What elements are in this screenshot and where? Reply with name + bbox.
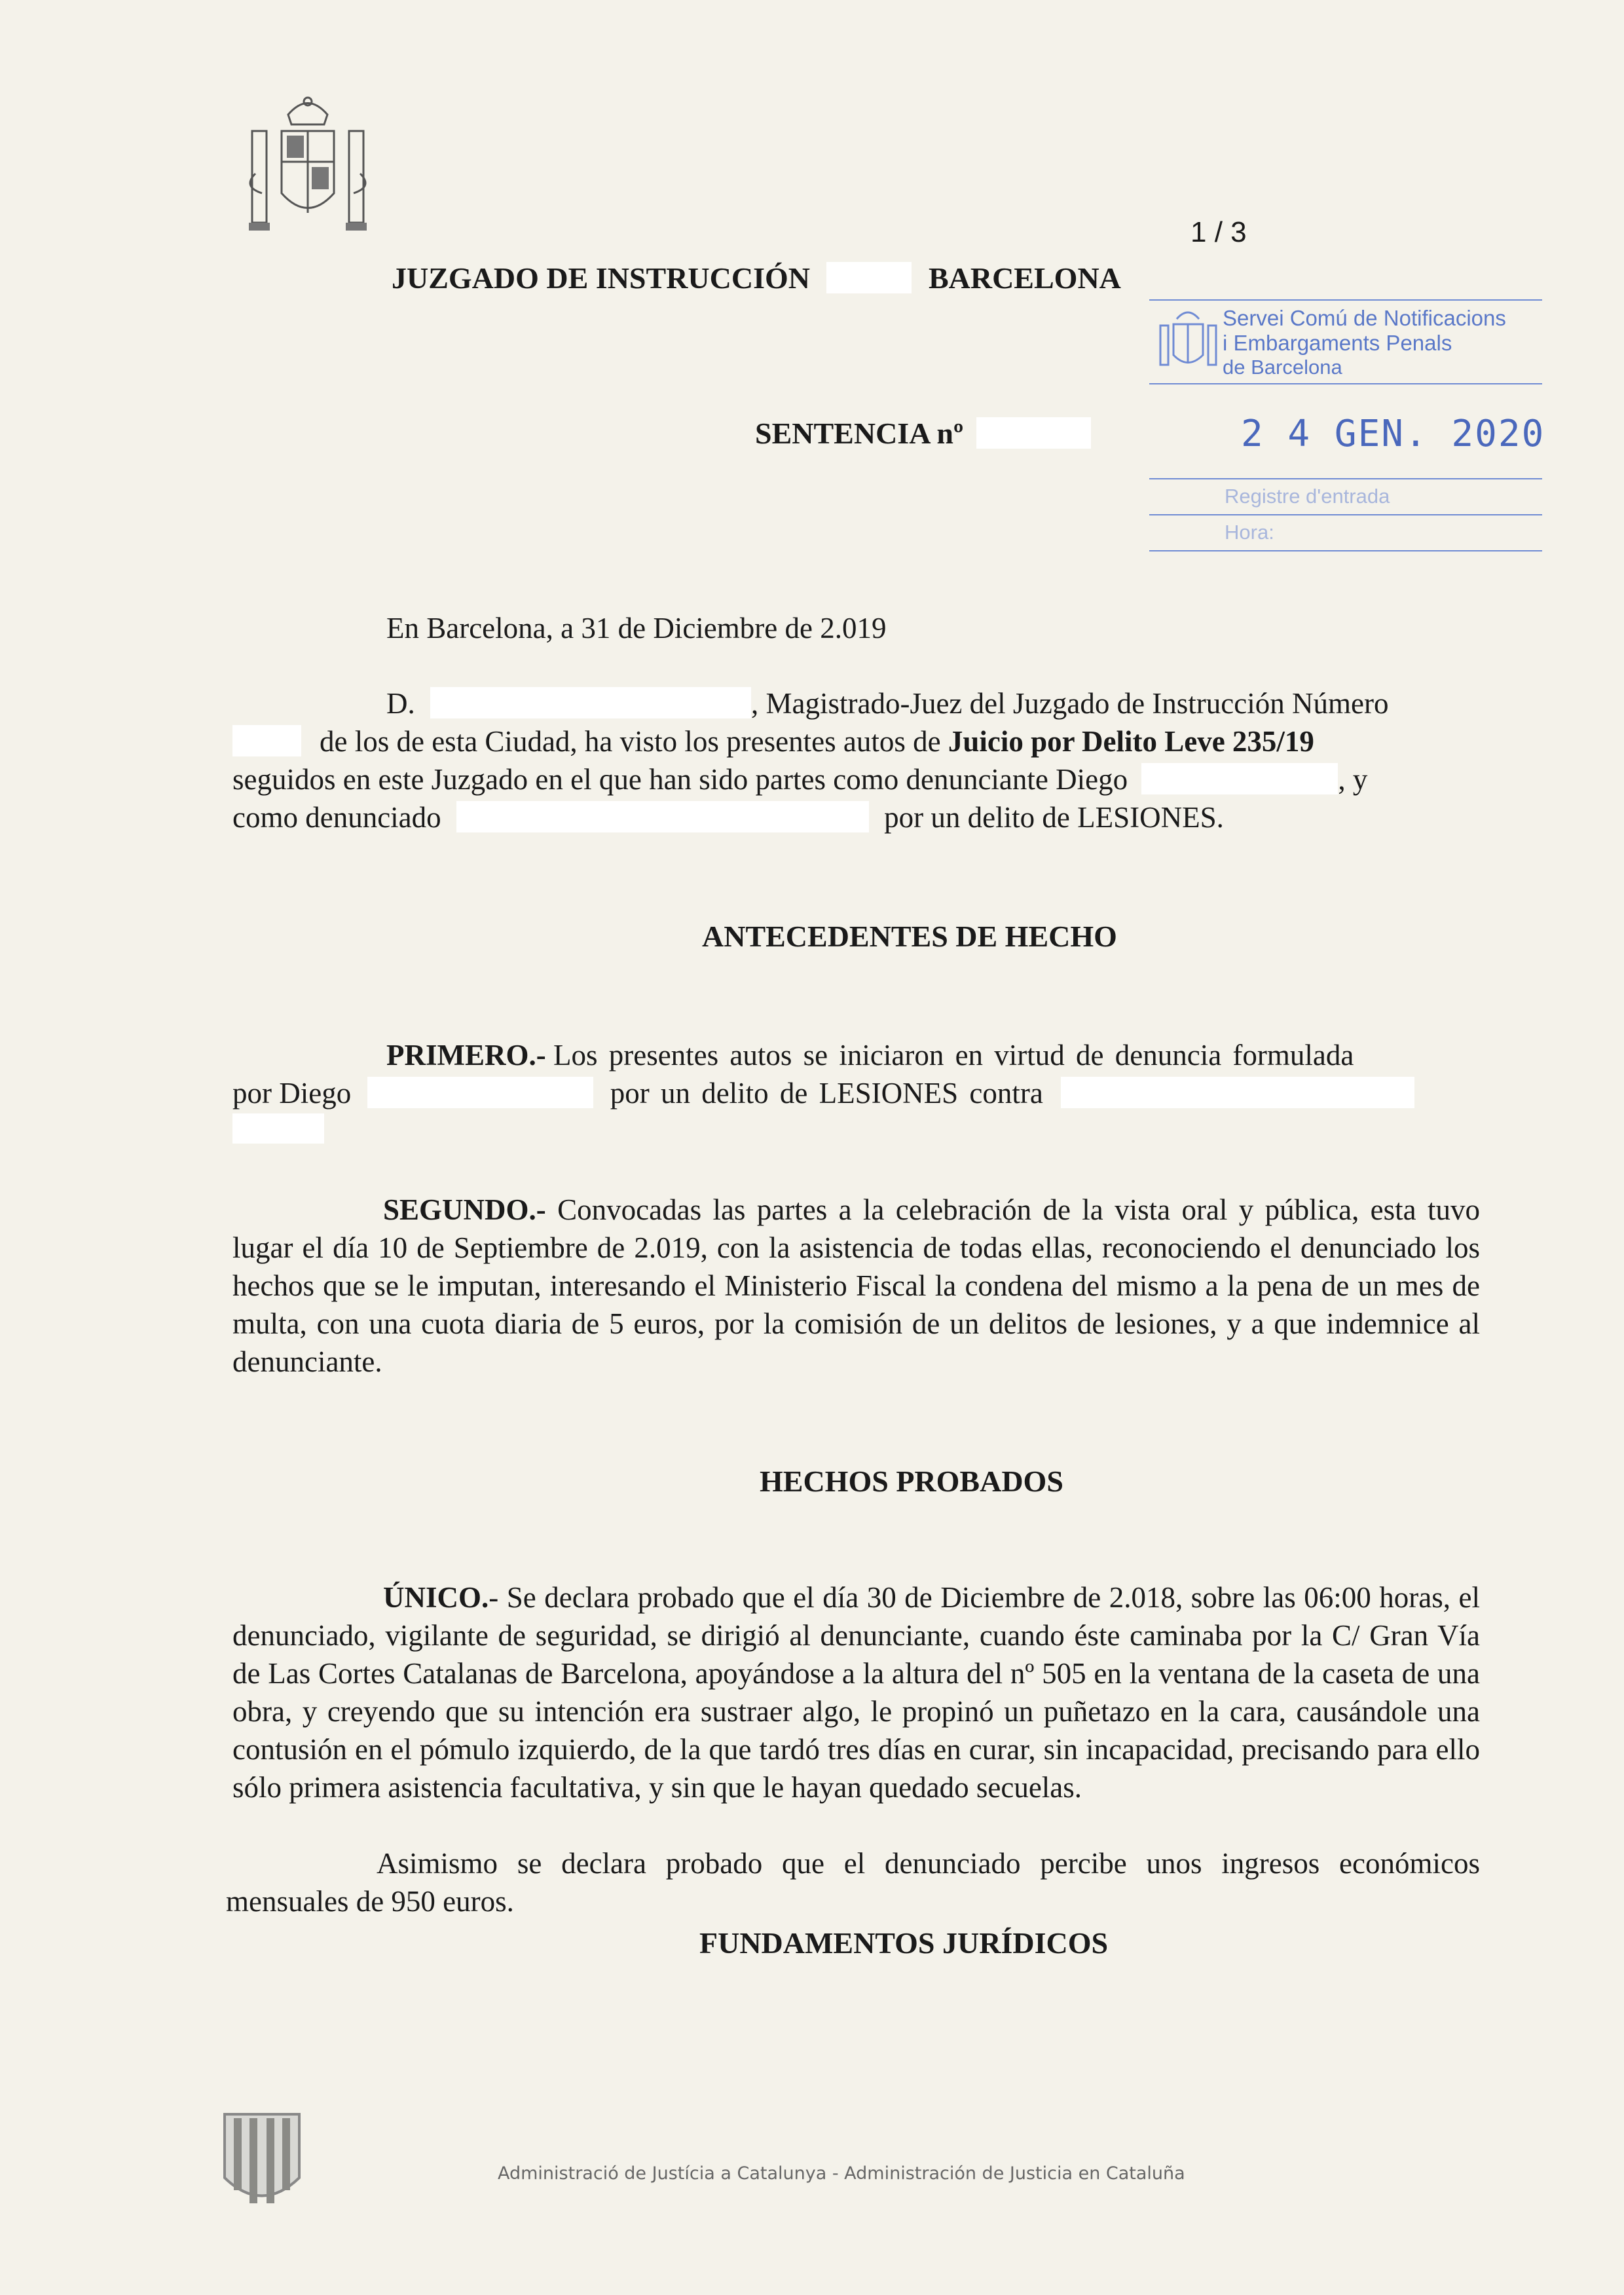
- intro-line4a: como denunciado: [232, 801, 441, 834]
- stamp-date: 2 4 GEN. 2020: [1241, 413, 1545, 455]
- intro-line-4: [232, 798, 1224, 836]
- fundamentos-heading: FUNDAMENTOS JURÍDICOS: [699, 1926, 1109, 1960]
- stamp-line-1: Servei Comú de Notificacions: [1223, 306, 1506, 330]
- sentencia-heading: [755, 416, 1091, 451]
- hechos-heading: HECHOS PROBADOS: [760, 1465, 1063, 1498]
- court-city: BARCELONA: [928, 261, 1121, 295]
- redaction: [1061, 1077, 1414, 1108]
- court-name: JUZGADO DE INSTRUCCIÓN: [392, 261, 810, 295]
- intro-d: D.: [386, 687, 415, 720]
- redaction: [456, 801, 869, 832]
- intro-line3end: , y: [1338, 763, 1368, 796]
- unico-label: ÚNICO.: [383, 1581, 489, 1614]
- stamp-registre: Registre d'entrada: [1225, 485, 1390, 508]
- spain-coat-of-arms-icon: [242, 88, 373, 236]
- primero-line-2: [232, 1074, 1414, 1112]
- redaction: [826, 262, 912, 293]
- primero-text2a: por Diego: [232, 1077, 352, 1110]
- intro-line2a: de los de esta Ciudad, ha visto los presentes autos de: [320, 725, 941, 758]
- footer-text: Administració de Justícia a Catalunya - Administración de Justicia en Cataluña: [498, 2163, 1185, 2184]
- redaction: [232, 1113, 324, 1144]
- intro-line-3: [232, 760, 1367, 798]
- stamp-line-3: de Barcelona: [1223, 356, 1342, 379]
- place-date: En Barcelona, a 31 de Diciembre de 2.019: [386, 612, 887, 644]
- intro-magistrado: , Magistrado-Juez del Juzgado de Instrucción Número: [751, 687, 1389, 720]
- segundo-text: Convocadas las partes a la celebración de la vista oral y pública, esta tuvo lugar el día 10 de Septiembre de 2.019, con la asistencia de todas ellas, reconociendo el denunciado los hechos que se le imputan, interesando el Ministerio Fiscal la condena del mismo a la pena de un mes de multa, con una cuota diaria de 5 euros, por la comisión de un delitos de lesiones, y a que indemnice al denunciante.: [232, 1193, 1481, 1378]
- segundo-paragraph: [232, 1191, 1480, 1381]
- redaction: [1141, 763, 1338, 794]
- unico-paragraph: [232, 1578, 1480, 1806]
- catalonia-senyera-icon: [219, 2109, 304, 2217]
- primero-label: PRIMERO.-: [386, 1039, 546, 1072]
- primero-text2b: por un delito de LESIONES contra: [610, 1077, 1043, 1110]
- sentencia-label: SENTENCIA nº: [755, 417, 964, 450]
- court-heading: [392, 261, 1121, 295]
- intro-line-1: [386, 684, 1388, 722]
- intro-line-2: [232, 722, 1314, 760]
- unico-text: - Se declara probado que el día 30 de Diciembre de 2.018, sobre las 06:00 horas, el denunciado, vigilante de seguridad, se dirigió al denunciante, cuando éste caminaba por la C/ Gran Vía de Las Cortes Catalanas de Barcelona, apoyándose a la altura del nº 505 en la ventana de la caseta de una obra, y creyendo que su intención era sustraer algo, le propinó un puñetazo en la cara, causándole una contusión en el pómulo izquierdo, de la que tardó tres días en curar, sin incapacidad, precisando para ello sólo primera asistencia facultativa, y sin que le hayan quedado secuelas.: [232, 1581, 1480, 1804]
- primero-line-1: [386, 1036, 1354, 1074]
- stamp-line-2: i Embargaments Penals: [1223, 331, 1452, 355]
- intro-line3: seguidos en este Juzgado en el que han sido partes como denunciante Diego: [232, 763, 1128, 796]
- unico-paragraph-2: [226, 1844, 1480, 1920]
- intro-juicio: Juicio por Delito Leve 235/19: [948, 725, 1314, 758]
- intro-line4b: por un delito de LESIONES.: [884, 801, 1224, 834]
- primero-text1: Los presentes autos se iniciaron en virtud de denuncia formulada: [553, 1039, 1354, 1072]
- redaction: [976, 417, 1091, 449]
- stamp-hora: Hora:: [1225, 521, 1274, 544]
- redaction: [232, 725, 301, 756]
- stamp-coat-of-arms-icon: [1157, 306, 1219, 371]
- redaction: [430, 687, 751, 718]
- registration-stamp: [1149, 291, 1545, 563]
- segundo-label: SEGUNDO.-: [383, 1193, 546, 1226]
- antecedentes-heading: ANTECEDENTES DE HECHO: [702, 920, 1117, 953]
- redaction: [367, 1077, 593, 1108]
- page-number: 1 / 3: [1190, 216, 1247, 248]
- unico-text2: Asimismo se declara probado que el denunciado percibe unos ingresos económicos mensuales de 950 euros.: [226, 1847, 1480, 1918]
